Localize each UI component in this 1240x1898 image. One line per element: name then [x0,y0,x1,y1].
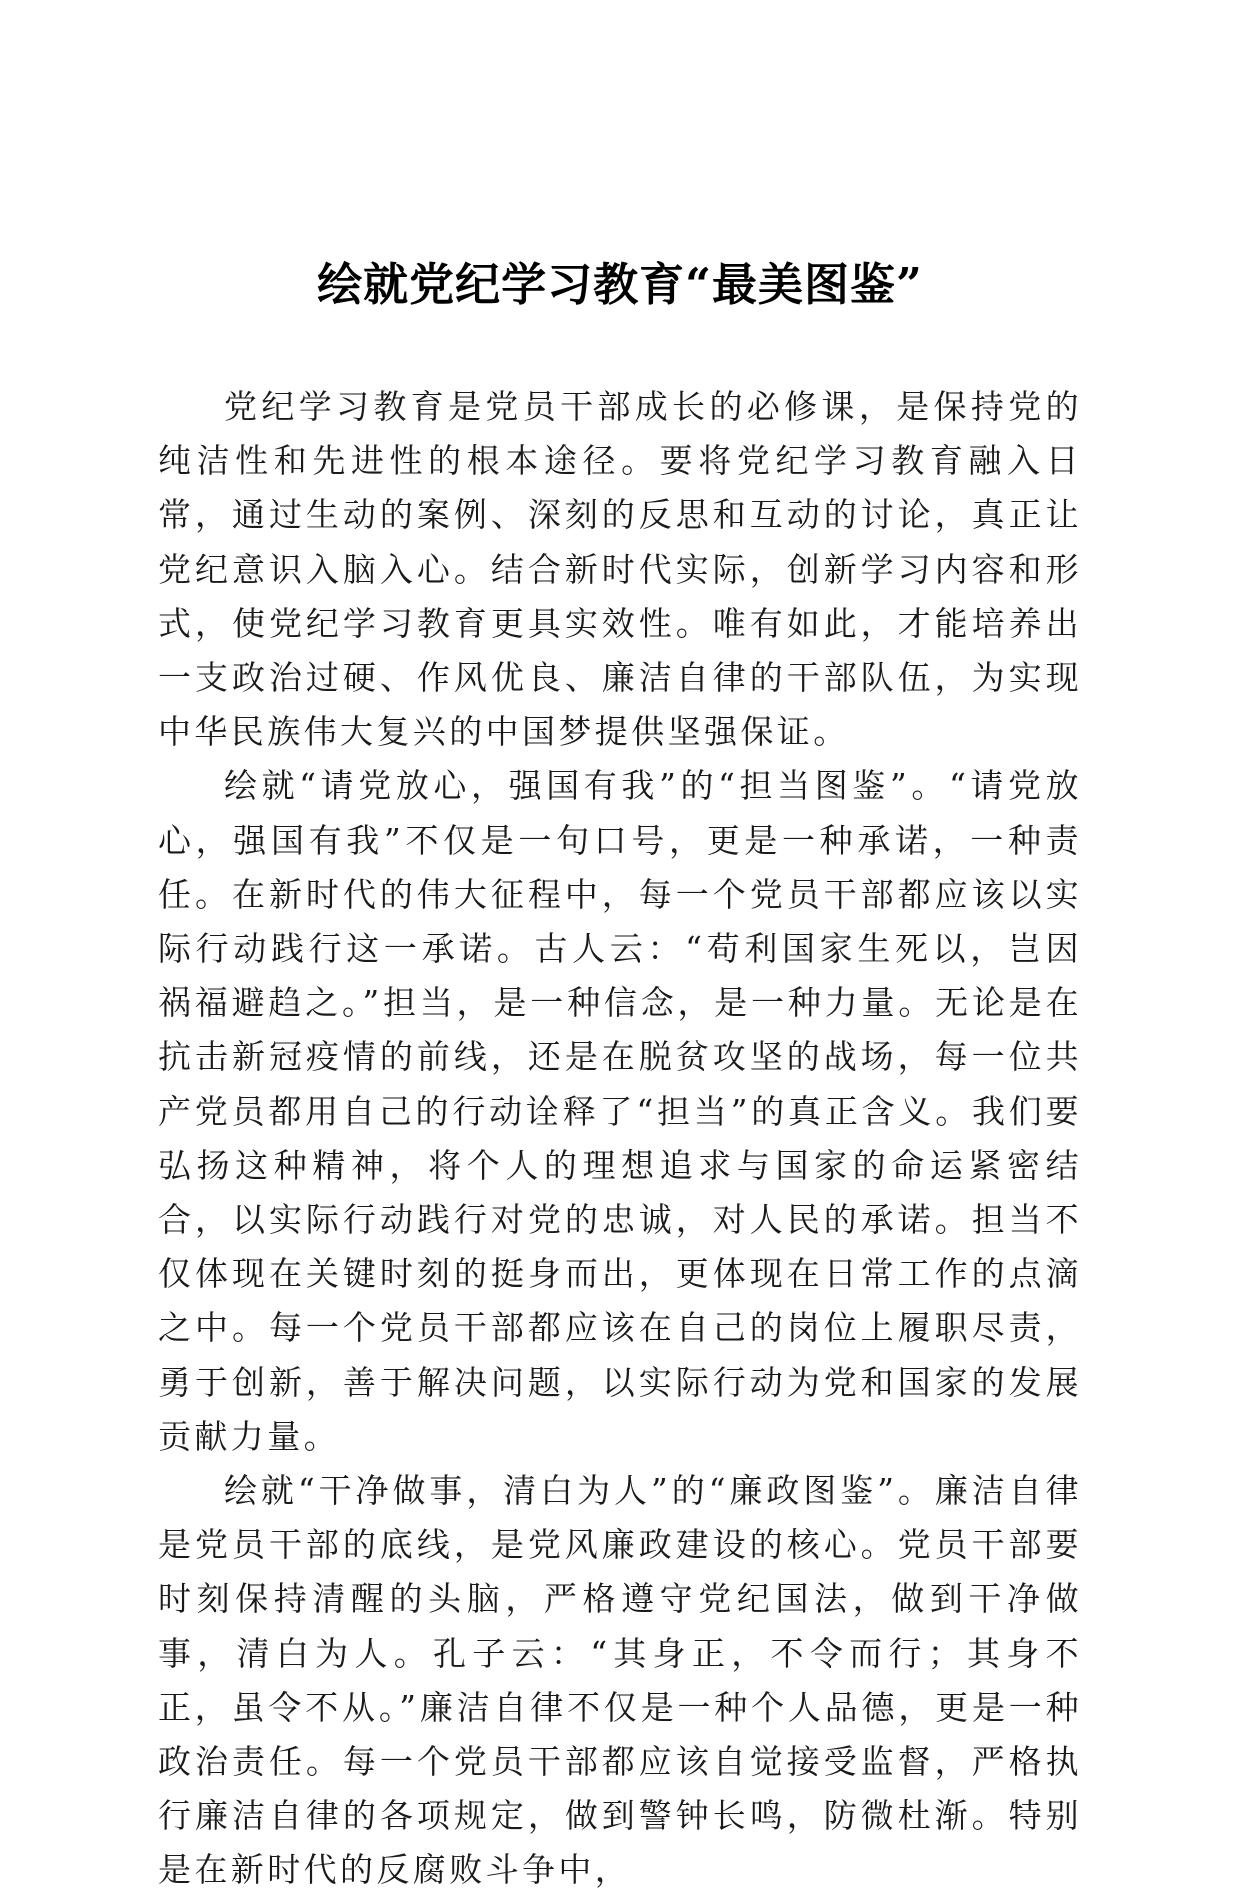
document-body [158,380,1082,1898]
document-title: 绘就党纪学习教育“最美图鉴” [317,258,923,311]
paragraph-integrity: 绘就“干净做事，清白为人”的“廉政图鉴”。廉洁自律是党员干部的底线，是党风廉政建设的核心。党员干部要时刻保持清醒的头脑，严格遵守党纪国法，做到干净做事，清白为人。孔子云：“其身正，不令而行；其身不正，虽令不从。”廉洁自律不仅是一种个人品德，更是一种政治责任。每一个党员干部都应该自觉接受监督，严格执行廉洁自律的各项规定，做到警钟长鸣，防微杜渐。特别是在新时代的反腐败斗争中， [158,1471,1082,1890]
paragraph-responsibility: 绘就“请党放心，强国有我”的“担当图鉴”。“请党放心，强国有我”不仅是一句口号，更是一种承诺，一种责任。在新时代的伟大征程中，每一个党员干部都应该以实际行动践行这一承诺。古人云：“苟利国家生死以，岂因祸福避趋之。”担当，是一种信念，是一种力量。无论是在抗击新冠疫情的前线，还是在脱贫攻坚的战场，每一位共产党员都用自己的行动诠释了“担当”的真正含义。我们要弘扬这种精神，将个人的理想追求与国家的命运紧密结合，以实际行动践行对党的忠诚，对人民的承诺。担当不仅体现在关键时刻的挺身而出，更体现在日常工作的点滴之中。每一个党员干部都应该在自己的岗位上履职尽责，勇于创新，善于解决问题，以实际行动为党和国家的发展贡献力量。 [158,766,1082,1456]
paragraph-intro: 党纪学习教育是党员干部成长的必修课，是保持党的纯洁性和先进性的根本途径。要将党纪学习教育融入日常，通过生动的案例、深刻的反思和互动的讨论，真正让党纪意识入脑入心。结合新时代实际，创新学习内容和形式，使党纪学习教育更具实效性。唯有如此，才能培养出一支政治过硬、作风优良、廉洁自律的干部队伍，为实现中华民族伟大复兴的中国梦提供坚强保证。 [158,387,1082,752]
